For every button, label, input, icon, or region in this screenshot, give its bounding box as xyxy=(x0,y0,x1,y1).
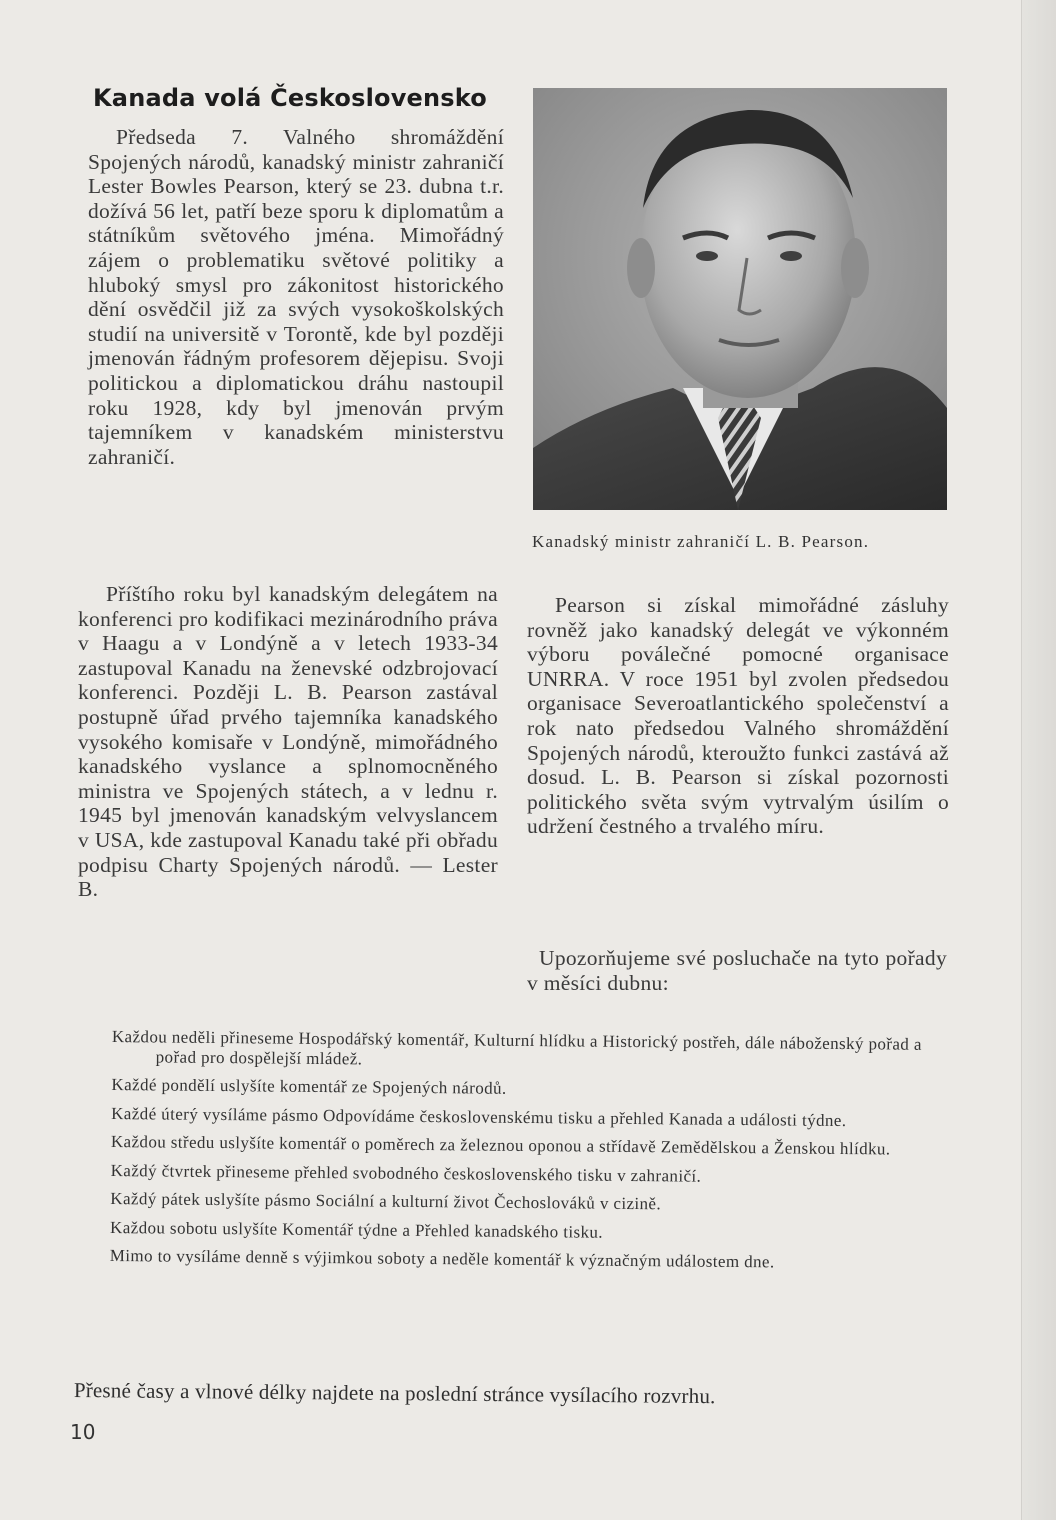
article-column-right-top xyxy=(527,593,949,839)
schedule-item: Mimo to vysíláme denně s výjimkou soboty a neděle komentář k význačným událostem dne. xyxy=(109,1245,775,1272)
schedule-item: Každou středu uslyšíte komentář o poměrech za železnou oponou a střídavě Zemědělskou a Ženskou hlídku. xyxy=(110,1131,891,1159)
schedule-item: Každý pátek uslyšíte pásmo Sociální a kulturní život Čechoslováků v cizině. xyxy=(110,1188,662,1214)
article-paragraph: Pearson si získal mimořádné zásluhy rovněž jako kanadský delegát ve výkonném výboru poválečné pomocné organisace UNRRA. V roce 1951 byl zvolen předsedou organisace Severoatlantického společenství a rok nato předsedou Valného shromáždění Spojených národů, kteroužto funkci zastává až dosud. L. B. Pearson si získal pozornosti politického světa svým vytrvalým úsilím o udržení čestného a trvalého míru. xyxy=(527,593,949,839)
broadcast-schedule-list xyxy=(110,1027,952,1283)
schedule-item: Každé úterý vysíláme pásmo Odpovídáme československému tisku a přehled Kanada a události týdne. xyxy=(111,1103,847,1130)
article-column-left-top xyxy=(88,125,504,469)
article-paragraph: Příštího roku byl kanadským delegátem na konferenci pro kodifikaci mezinárodního práva v Haagu a v Londýně a v letech 1933-34 zastupoval Kanadu na ženevské odzbrojovací konferenci. Později L. B. Pearson zastával postupně úřad prvého tajemníka kanadského vysokého komisaře v Londýně, mimořádného kanadského vyslance a splnomocněného ministra ve Spojených státech, a v lednu r. 1945 byl jmenován kanadským velvyslancem v USA, kde zastupoval Kanadu také při obřadu podpisu Charty Spojených národů. — Lester B. xyxy=(78,582,498,902)
article-column-left-bottom xyxy=(78,582,498,902)
article-paragraph: Upozorňujeme své posluchače na tyto pořady v měsíci dubnu: xyxy=(527,946,947,995)
schedule-item: Každou sobotu uslyšíte Komentář týdne a Přehled kanadského tisku. xyxy=(109,1217,604,1242)
schedule-item: Každé pondělí uslyšíte komentář ze Spojených národů. xyxy=(111,1074,507,1098)
article-paragraph: Předseda 7. Valného shromáždění Spojených národů, kanadský ministr zahraničí Lester Bowles Pearson, který se 23. dubna t.r. dožívá 56 let, patří beze sporu k diplomatům a státníkům světového jména. Mimořádný zájem o problematiku světové politiky a hluboký smysl pro zákonitost historického dění osvědčil již za svých vysokoškolských studií na universitě v Torontě, kde byl později jmenován řádným profesorem dějepisu. Svoji politickou a diplomatickou dráhu nastoupil roku 1928, kdy byl jmenován prvým tajemníkem v kanadském ministerstvu zahraničí. xyxy=(88,125,504,469)
schedule-item: Každou neděli přineseme Hospodářský komentář, Kulturní hlídku a Historický postřeh, dále náboženský pořad a pořad pro dospělejší mládež. xyxy=(111,1027,922,1068)
article-title: Kanada volá Československo xyxy=(93,84,487,112)
portrait-photo xyxy=(533,88,947,510)
article-column-right-bottom xyxy=(527,946,947,995)
photo-caption: Kanadský ministr zahraničí L. B. Pearson. xyxy=(532,532,870,551)
portrait-image xyxy=(533,88,947,510)
page-edge xyxy=(1021,0,1056,1520)
footer-note: Přesné časy a vlnové délky najdete na poslední stránce vysílacího rozvrhu. xyxy=(73,1378,716,1409)
schedule-item: Každý čtvrtek přineseme přehled svobodného československého tisku v zahraničí. xyxy=(110,1160,702,1186)
page-number: 10 xyxy=(70,1420,96,1444)
